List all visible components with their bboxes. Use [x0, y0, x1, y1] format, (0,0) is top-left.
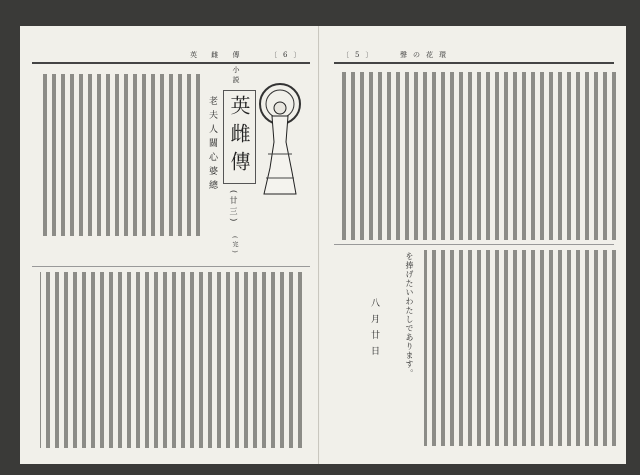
body-text-upper — [338, 72, 616, 240]
letter-date: 八月廿日 — [369, 298, 379, 362]
section-divider — [334, 244, 614, 245]
header-rule — [32, 62, 310, 64]
running-header-title: 聲の花環 — [400, 51, 452, 59]
header-rule — [334, 62, 614, 64]
right-page — [320, 26, 626, 464]
body-text-lower — [424, 250, 616, 446]
page-number: 〔5〕 — [342, 51, 379, 59]
running-header-title: 英 雌 傳 — [190, 51, 246, 59]
illustration-woman-icon — [252, 82, 308, 200]
section-divider — [32, 266, 310, 267]
closing-line: を捧げたいわたしであります。 — [405, 252, 414, 378]
left-page — [20, 26, 319, 464]
installment-note: (完) — [231, 236, 238, 256]
body-text-upper — [40, 74, 200, 236]
category-label: 小説 — [232, 66, 240, 86]
magazine-spread — [20, 26, 626, 464]
installment: (廿三) — [229, 190, 238, 225]
story-title: 英雌傳 — [223, 90, 256, 184]
body-text-lower — [40, 272, 302, 448]
page-number: 〔6〕 — [270, 51, 307, 59]
author: 老夫人關心婆總 — [207, 96, 217, 194]
